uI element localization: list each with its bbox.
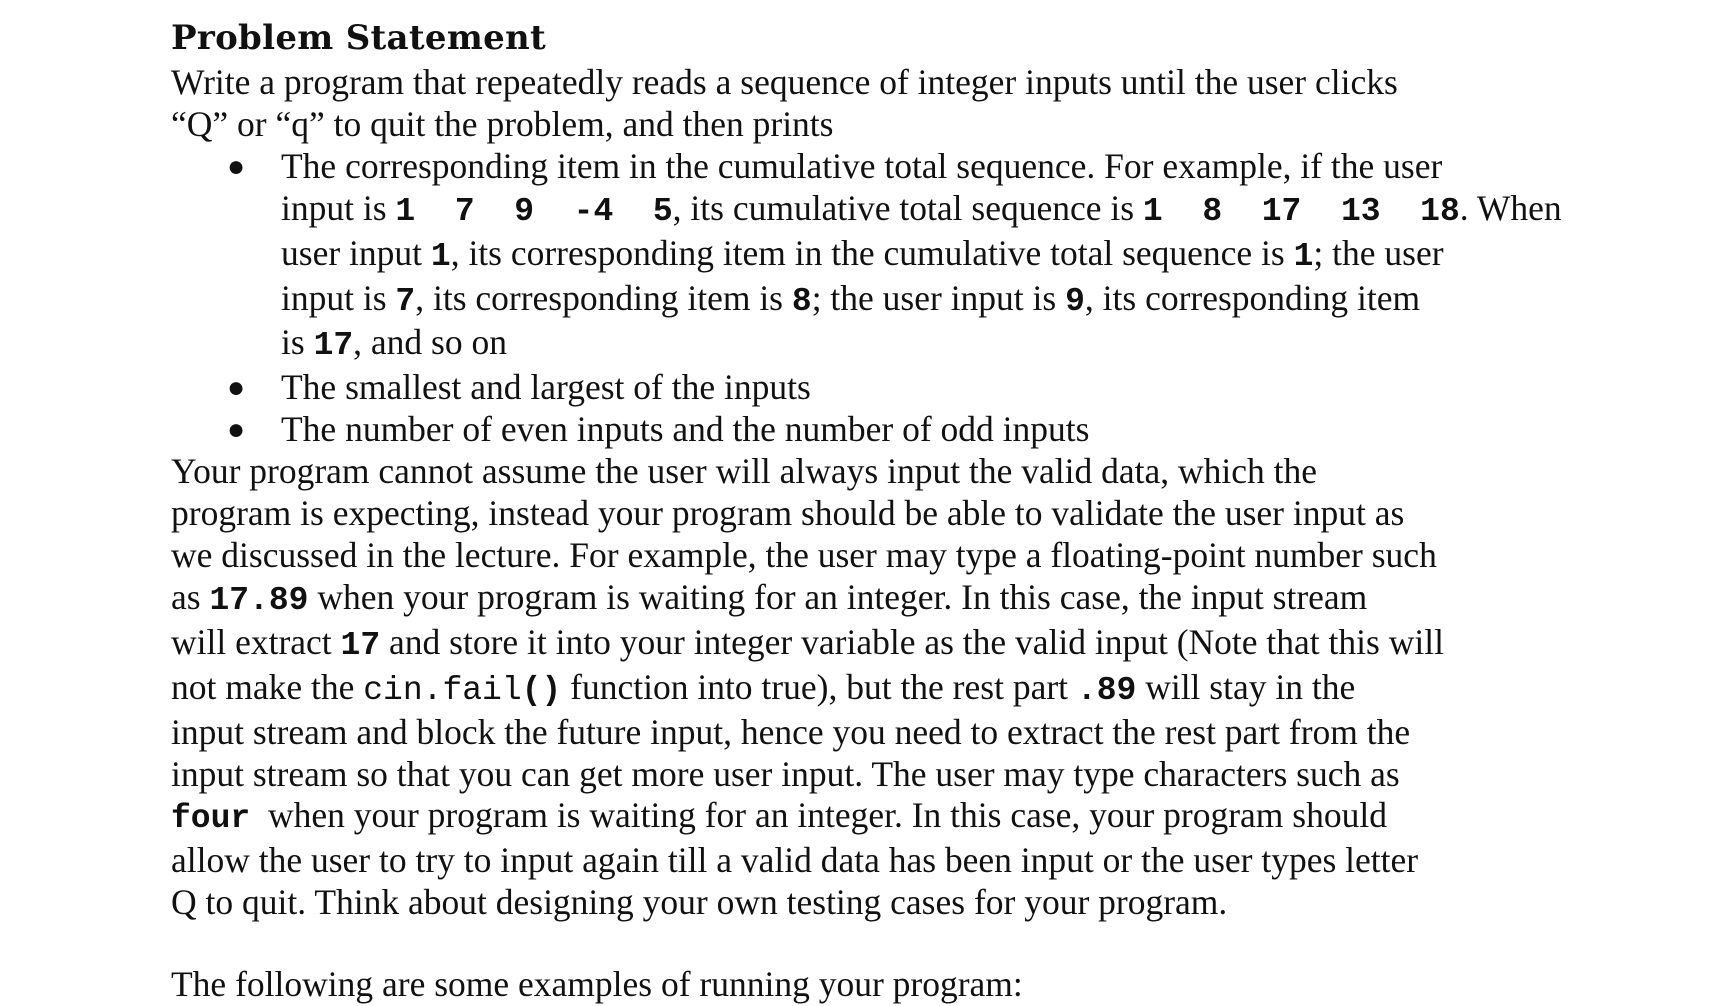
footer-line: The following are some examples of running your program:: [171, 964, 1023, 1005]
code-value: 17: [340, 626, 381, 664]
text-span: . When: [1459, 187, 1562, 228]
bullet1-line-2: [281, 187, 1562, 233]
text-span: and store it into your integer variable as the valid input (Note that this will: [380, 621, 1444, 662]
text-span: , its cumulative total sequence is: [672, 187, 1143, 228]
text-span: , its corresponding item in the cumulative total sequence is: [450, 232, 1294, 273]
document-page: [171, 14, 1562, 1006]
text-span: as: [171, 576, 210, 617]
paragraph-gap: [171, 924, 1511, 964]
text-span: , its corresponding item: [1084, 277, 1421, 318]
code-value: 7: [395, 282, 416, 320]
list-item: [171, 409, 1511, 451]
body-line-7: input stream and block the future input, hence you need to extract the rest part from the: [171, 711, 1411, 752]
text-span: function into true), but the rest part: [561, 666, 1077, 707]
text-span: , its corresponding item is: [415, 277, 792, 318]
bullet-dot-icon: ●: [227, 149, 246, 183]
text-span: will extract: [171, 621, 341, 662]
intro-line-2: “Q” or “q” to quit the problem, and then prints: [171, 103, 834, 144]
code-value: 17.89: [209, 581, 309, 619]
text-span: not make the: [171, 666, 364, 707]
text-span: when your program is waiting for an integer. In this case, your program should: [250, 795, 1387, 836]
intro-line-1: Write a program that repeatedly reads a sequence of integer inputs until the user clicks: [171, 62, 1398, 102]
body-line-11: Q to quit. Think about designing your own testing cases for your program.: [171, 882, 1228, 923]
code-function: cin.fail: [363, 671, 522, 709]
text-span: when your program is waiting for an integer. In this case, the input stream: [308, 576, 1368, 617]
body-line-6: [171, 667, 1511, 712]
text-span: ; the user input is: [811, 277, 1066, 318]
bullet1-line-3: [281, 233, 1511, 278]
body-line-2: program is expecting, instead your program should be able to validate the user input as: [171, 493, 1405, 534]
body-line-10: allow the user to try to input again till a valid data has been input or the user types letter: [171, 840, 1419, 881]
code-value: 1: [430, 237, 451, 275]
text-span: , and so on: [353, 322, 507, 363]
text-span: is: [281, 322, 314, 363]
code-value: 9: [1065, 282, 1085, 320]
code-value: four: [171, 800, 251, 838]
body-line-5: [171, 622, 1511, 667]
code-value: 17: [313, 327, 354, 365]
bullet1-line-1: The corresponding item in the cumulative total sequence. For example, if the user: [281, 145, 1443, 186]
bullet-dot-icon: ●: [227, 413, 246, 447]
list-item: [171, 367, 1511, 409]
body-line-1: Your program cannot assume the user will always input the valid data, which the: [171, 451, 1317, 492]
text-span: will stay in the: [1136, 666, 1356, 707]
cumulative-sequence-code: 1 8 17 13 18: [1142, 192, 1460, 230]
code-parens: (): [521, 671, 562, 709]
bullet2-line: The smallest and largest of the inputs: [281, 367, 811, 408]
text-span: ; the user: [1313, 232, 1444, 273]
body-line-3: we discussed in the lecture. For example, the user may type a floating-point number such: [171, 534, 1437, 575]
input-sequence-code: 1 7 9 -4 5: [395, 192, 673, 230]
body-line-4: [171, 577, 1511, 622]
bullet1-line-5: [281, 322, 1511, 367]
bullet-dot-icon: ●: [227, 371, 246, 405]
body-line-8: input stream so that you can get more user input. The user may type characters such as: [171, 753, 1400, 794]
text-span: user input: [281, 232, 431, 273]
code-value: .89: [1076, 671, 1137, 709]
body-line-9: [171, 795, 1511, 840]
code-value: 8: [791, 282, 812, 320]
text-span: input is: [281, 277, 396, 318]
requirements-list: [171, 145, 1562, 451]
list-item: [171, 145, 1562, 368]
code-value: 1: [1293, 237, 1314, 275]
bullet3-line: The number of even inputs and the number of odd inputs: [281, 409, 1090, 450]
section-heading: Problem Statement: [171, 18, 547, 58]
bullet1-line-4: [281, 278, 1511, 323]
text-span: input is: [281, 187, 396, 228]
